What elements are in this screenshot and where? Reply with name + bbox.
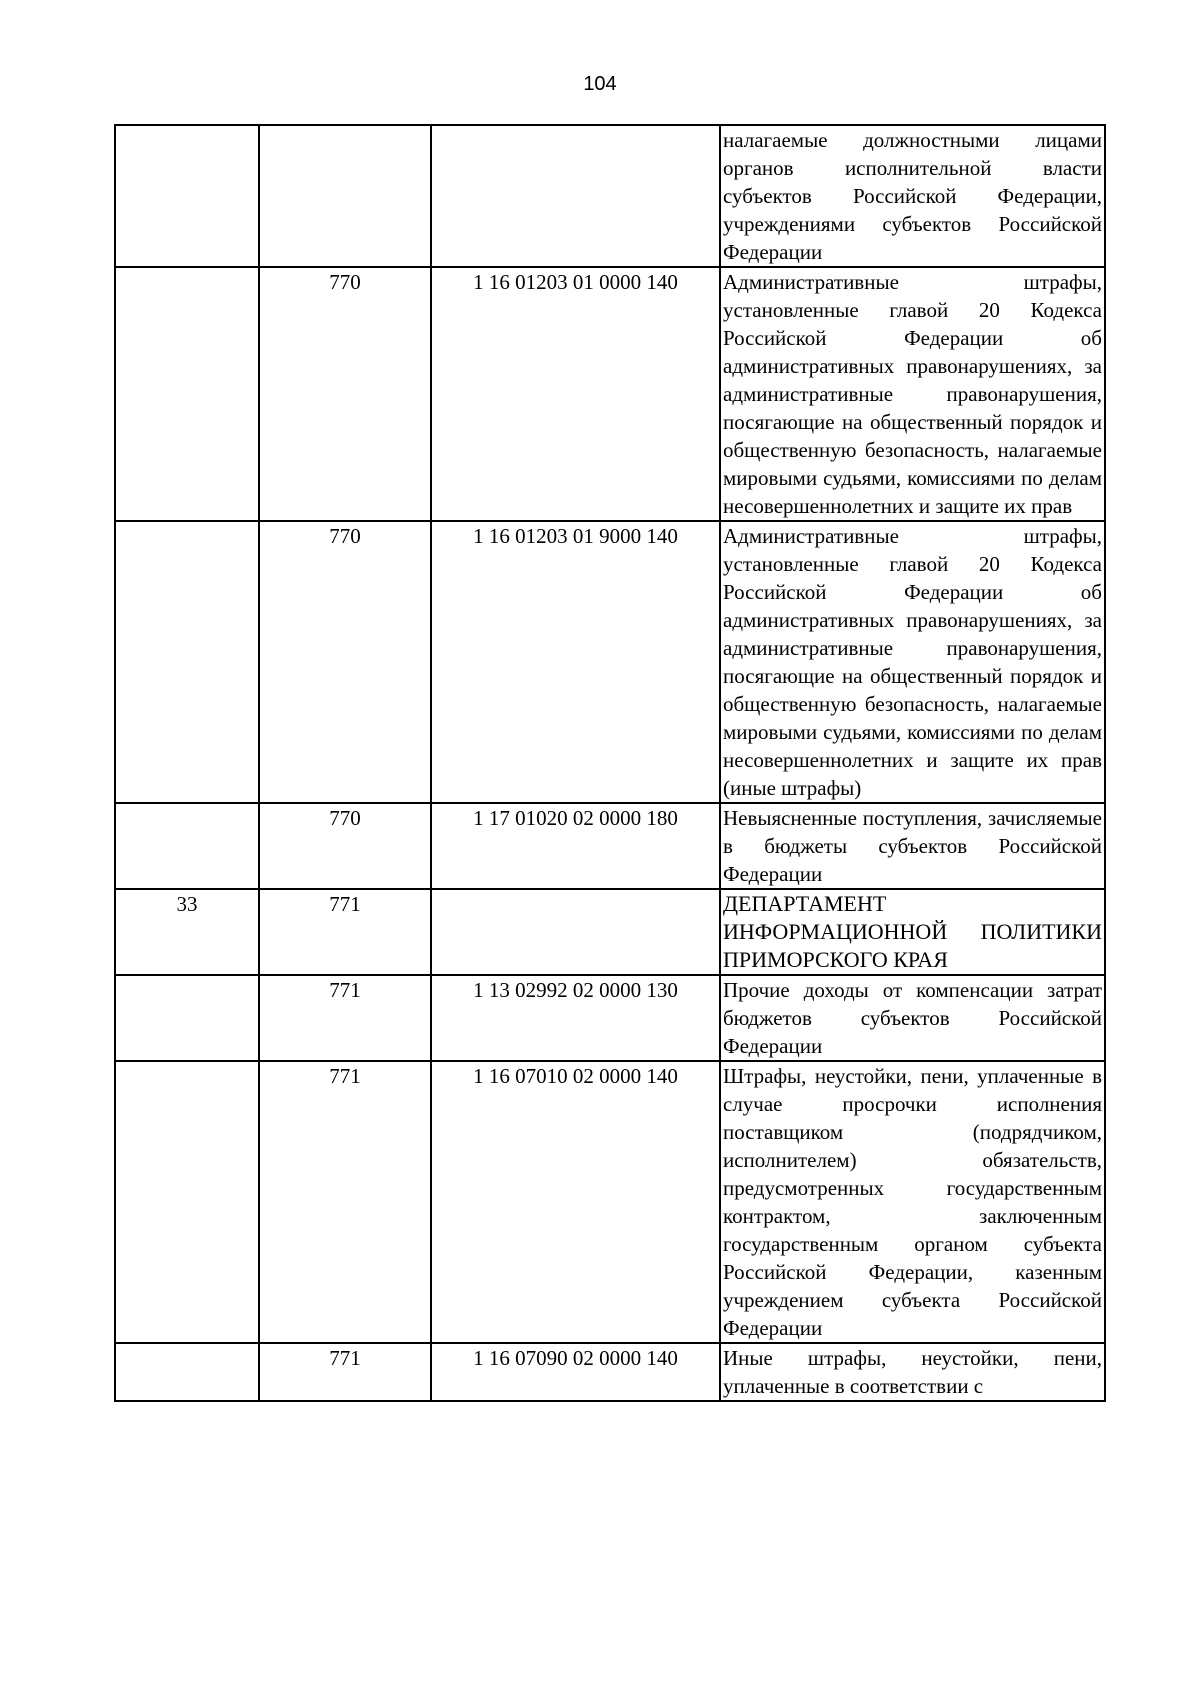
administrator-code-cell: 770 <box>259 267 431 521</box>
table-row <box>115 975 1105 1061</box>
description-cell: Административные штрафы, установленные главой 20 Кодекса Российской Федерации об административных правонарушениях, за административные правонарушения, посягающие на общественный порядок и общественную безопасность, налагаемые мировыми судьями, комиссиями по делам несовершеннолетних и защите их прав <box>720 267 1105 521</box>
description-cell: Невыясненные поступления, зачисляемые в бюджеты субъектов Российской Федерации <box>720 803 1105 889</box>
administrator-code-cell <box>259 125 431 267</box>
revenue-code-cell: 1 16 01203 01 0000 140 <box>431 267 720 521</box>
table-row <box>115 1343 1105 1401</box>
description-cell: Иные штрафы, неустойки, пени, уплаченные в соответствии с <box>720 1343 1105 1401</box>
description-cell: Прочие доходы от компенсации затрат бюджетов субъектов Российской Федерации <box>720 975 1105 1061</box>
description-cell: налагаемые должностными лицами органов исполнительной власти субъектов Российской Федерации, учреждениями субъектов Российской Федерации <box>720 125 1105 267</box>
administrator-code-cell: 770 <box>259 803 431 889</box>
row-number-cell: 33 <box>115 889 259 975</box>
row-number-cell <box>115 975 259 1061</box>
revenue-code-cell: 1 16 01203 01 9000 140 <box>431 521 720 803</box>
table-row <box>115 521 1105 803</box>
administrator-code-cell: 771 <box>259 975 431 1061</box>
table-row <box>115 267 1105 521</box>
row-number-cell <box>115 1343 259 1401</box>
row-number-cell <box>115 803 259 889</box>
revenue-code-cell <box>431 125 720 267</box>
administrator-code-cell: 771 <box>259 1343 431 1401</box>
revenue-code-cell: 1 16 07010 02 0000 140 <box>431 1061 720 1343</box>
revenue-code-cell: 1 17 01020 02 0000 180 <box>431 803 720 889</box>
table-row <box>115 889 1105 975</box>
revenue-code-cell <box>431 889 720 975</box>
row-number-cell <box>115 521 259 803</box>
row-number-cell <box>115 125 259 267</box>
revenue-code-cell: 1 16 07090 02 0000 140 <box>431 1343 720 1401</box>
table-row <box>115 125 1105 267</box>
description-cell: Административные штрафы, установленные главой 20 Кодекса Российской Федерации об административных правонарушениях, за административные правонарушения, посягающие на общественный порядок и общественную безопасность, налагаемые мировыми судьями, комиссиями по делам несовершеннолетних и защите их прав (иные штрафы) <box>720 521 1105 803</box>
table-row <box>115 1061 1105 1343</box>
administrator-code-cell: 771 <box>259 889 431 975</box>
page-number: 104 <box>583 73 617 95</box>
administrator-code-cell: 770 <box>259 521 431 803</box>
department-heading-cell: ДЕПАРТАМЕНТ ИНФОРМАЦИОННОЙ ПОЛИТИКИ ПРИМОРСКОГО КРАЯ <box>720 889 1105 975</box>
administrator-code-cell: 771 <box>259 1061 431 1343</box>
description-cell: Штрафы, неустойки, пени, уплаченные в случае просрочки исполнения поставщиком (подрядчиком, исполнителем) обязательств, предусмотренных государственным контрактом, заключенным государственным органом субъекта Российской Федерации, казенным учреждением субъекта Российской Федерации <box>720 1061 1105 1343</box>
revenue-codes-table <box>114 124 1106 1402</box>
row-number-cell <box>115 1061 259 1343</box>
revenue-code-cell: 1 13 02992 02 0000 130 <box>431 975 720 1061</box>
row-number-cell <box>115 267 259 521</box>
table-row <box>115 803 1105 889</box>
